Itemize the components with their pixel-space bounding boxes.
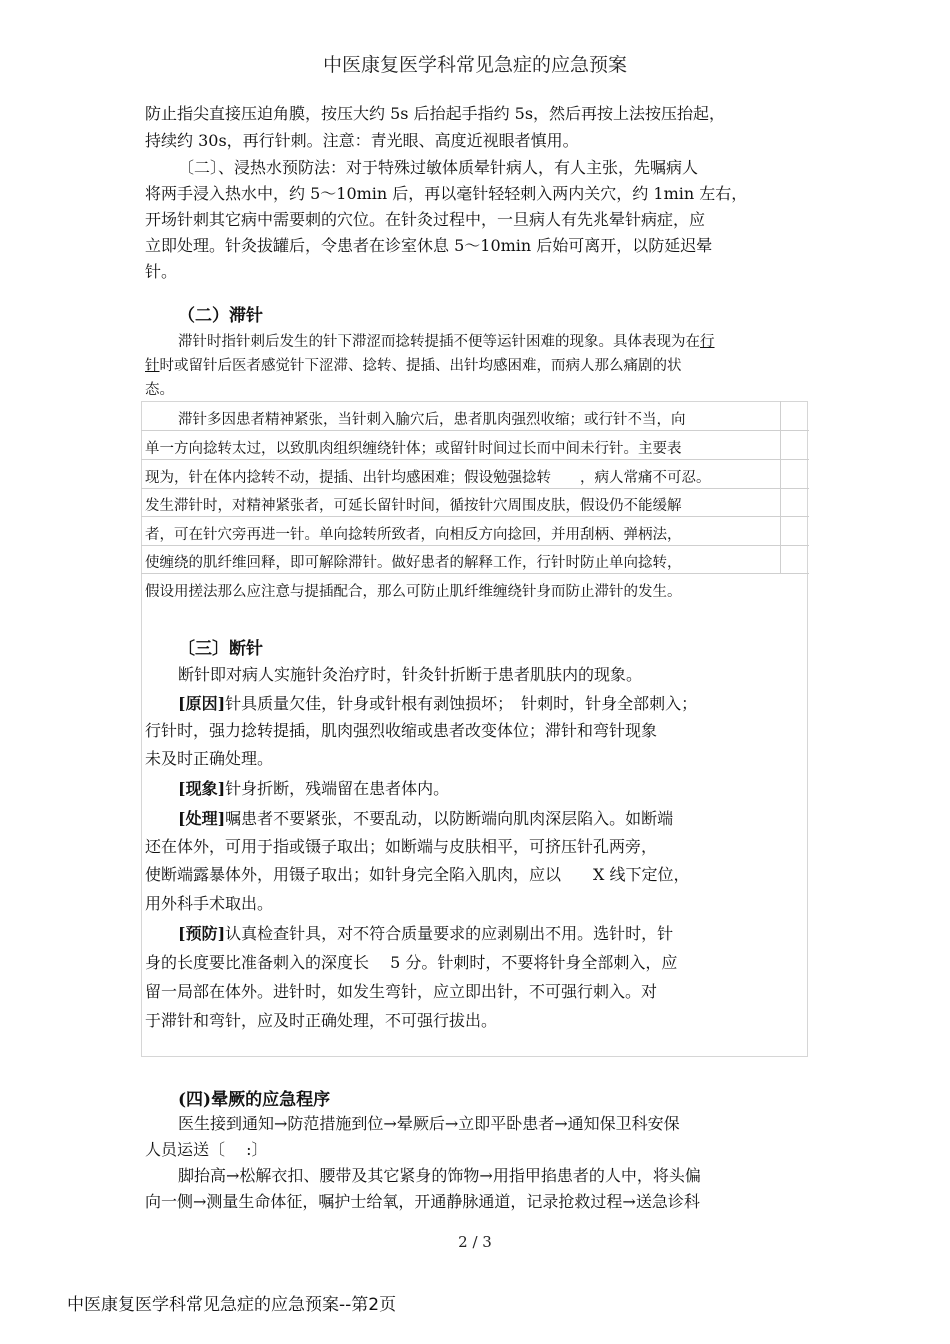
text-line: 用外科手术取出。	[145, 894, 274, 913]
label-tag: [处理]	[178, 809, 226, 828]
divider	[141, 430, 809, 431]
text-line: 立即处理。针灸拔罐后，令患者在诊室休息 5～10min 后始可离开，以防延迟晕	[145, 236, 713, 255]
section-heading-zhizhen: （二）滞针	[178, 306, 263, 326]
text-line: 态。	[145, 382, 174, 398]
text-line: 行针时，强力捻转提插，肌肉强烈收缩或患者改变体位；滞针和弯针现象	[145, 721, 658, 740]
text-line: 者，可在针穴旁再进一针。单向捻转所致者，向相反方向捻回，并用刮柄、弹柄法，	[145, 527, 682, 543]
underlined-text: 行	[700, 334, 715, 350]
text-line: 未及时正确处理。	[145, 749, 274, 768]
text-line	[178, 921, 673, 944]
footer-caption: 中医康复医学科常见急症的应急预案--第2页	[67, 1295, 397, 1315]
underlined-text: 针	[145, 358, 160, 374]
text-line: 将两手浸入热水中，约 5～10min 后，再以毫针轻轻刺入两内关穴，约 1min 左右，	[145, 184, 748, 203]
text-line: 单一方向捻转太过，以致肌肉组织缠绕针体；或留针时间过长而中间未行针。主要表	[145, 441, 682, 457]
text-line: 断针即对病人实施针灸治疗时，针灸针折断于患者肌肤内的现象。	[178, 665, 643, 684]
text-line: 医生接到通知→防范措施到位→晕厥后→立即平卧患者→通知保卫科安保	[178, 1114, 680, 1133]
section-heading-yunjue: (四)晕厥的应急程序	[178, 1090, 331, 1110]
text-line: 针。	[145, 262, 178, 281]
text-fragment: 滞针时指针刺后发生的针下滞涩而捻转提插不便等运针困难的现象。具体表现为在	[178, 334, 700, 350]
text-line: 发生滞针时，对精神紧张者，可延长留针时间，循按针穴周围皮肤，假设仍不能缓解	[145, 498, 682, 514]
text-line	[178, 330, 715, 351]
text-fragment: 针具质量欠佳，针身或针根有剥蚀损坏； 针刺时，针身全部刺入；	[225, 694, 698, 713]
text-line: 假设用搓法那么应注意与提插配合，那么可防止肌纤维缠绕针身而防止滞针的发生。	[145, 584, 682, 600]
divider	[141, 459, 809, 460]
text-fragment: 时或留针后医者感觉针下涩滞、捻转、提插、出针均感困难，而病人那么痛剧的状	[159, 358, 682, 374]
divider	[141, 516, 809, 517]
text-line: 脚抬高→松解衣扣、腰带及其它紧身的饰物→用指甲掐患者的人中，将头偏	[178, 1166, 701, 1185]
text-line: 使缠绕的肌纤维回释，即可解除滞针。做好患者的解释工作，行针时防止单向捻转，	[145, 555, 682, 571]
page-number: 2 / 3	[458, 1233, 492, 1251]
label-tag: [预防]	[178, 924, 226, 943]
text-line: 还在体外，可用于指或镊子取出；如断端与皮肤相平，可挤压针孔两旁，	[145, 837, 658, 856]
text-line: 持续约 30s，再行针刺。注意：青光眼、高度近视眼者慎用。	[145, 131, 579, 150]
section-heading-duanzhen: 〔三〕断针	[178, 639, 263, 659]
text-line: 现为，针在体内捻转不动，提插、出针均感困难；假设勉强捻转 ，病人常痛不可忍。	[145, 470, 711, 486]
text-line: 人员运送〔 :〕	[145, 1140, 268, 1159]
text-line: 留一局部在体外。进针时，如发生弯针，应立即出针，不可强行刺入。对	[145, 982, 658, 1001]
text-line: 向一侧→测量生命体征，嘱护士给氧，开通静脉通道，记录抢救过程→送急诊科	[145, 1192, 700, 1211]
label-tag: [现象]	[178, 779, 226, 798]
text-line	[178, 776, 449, 799]
text-line: 防止指尖直接压迫角膜，按压大约 5s 后抬起手指约 5s，然后再按上法按压抬起，	[145, 104, 726, 123]
page-title: 中医康复医学科常见急症的应急预案	[322, 54, 627, 76]
text-line: 使断端露暴体外，用镊子取出；如针身完全陷入肌肉，应以 X 线下定位，	[145, 865, 690, 884]
text-line: 身的长度要比准备刺入的深度长 5 分。针刺时，不要将针身全部刺入，应	[145, 953, 678, 972]
text-line	[178, 691, 697, 714]
text-line: 于滞针和弯针，应及时正确处理，不可强行拔出。	[145, 1011, 498, 1030]
text-line: 滞针多因患者精神紧张，当针刺入腧穴后，患者肌肉强烈收缩；或行针不当，向	[178, 412, 686, 428]
text-line	[145, 354, 682, 375]
label-tag: [原因]	[178, 694, 226, 713]
text-fragment: 认真检查针具，对不符合质量要求的应剥剔出不用。选针时，针	[225, 924, 674, 943]
text-line	[178, 806, 673, 829]
text-line: 〔二〕、浸热水预防法：对于特殊过敏体质晕针病人，有人主张，先嘱病人	[178, 158, 699, 177]
divider	[780, 401, 781, 573]
text-fragment: 嘱患者不要紧张，不要乱动，以防断端向肌肉深层陷入。如断端	[225, 809, 674, 828]
divider	[141, 545, 809, 546]
divider	[141, 573, 809, 574]
text-line: 开场针刺其它病中需要刺的穴位。在针灸过程中，一旦病人有先兆晕针病症，应	[145, 210, 706, 229]
text-fragment: 针身折断，残端留在患者体内。	[225, 779, 450, 798]
divider	[141, 488, 809, 489]
